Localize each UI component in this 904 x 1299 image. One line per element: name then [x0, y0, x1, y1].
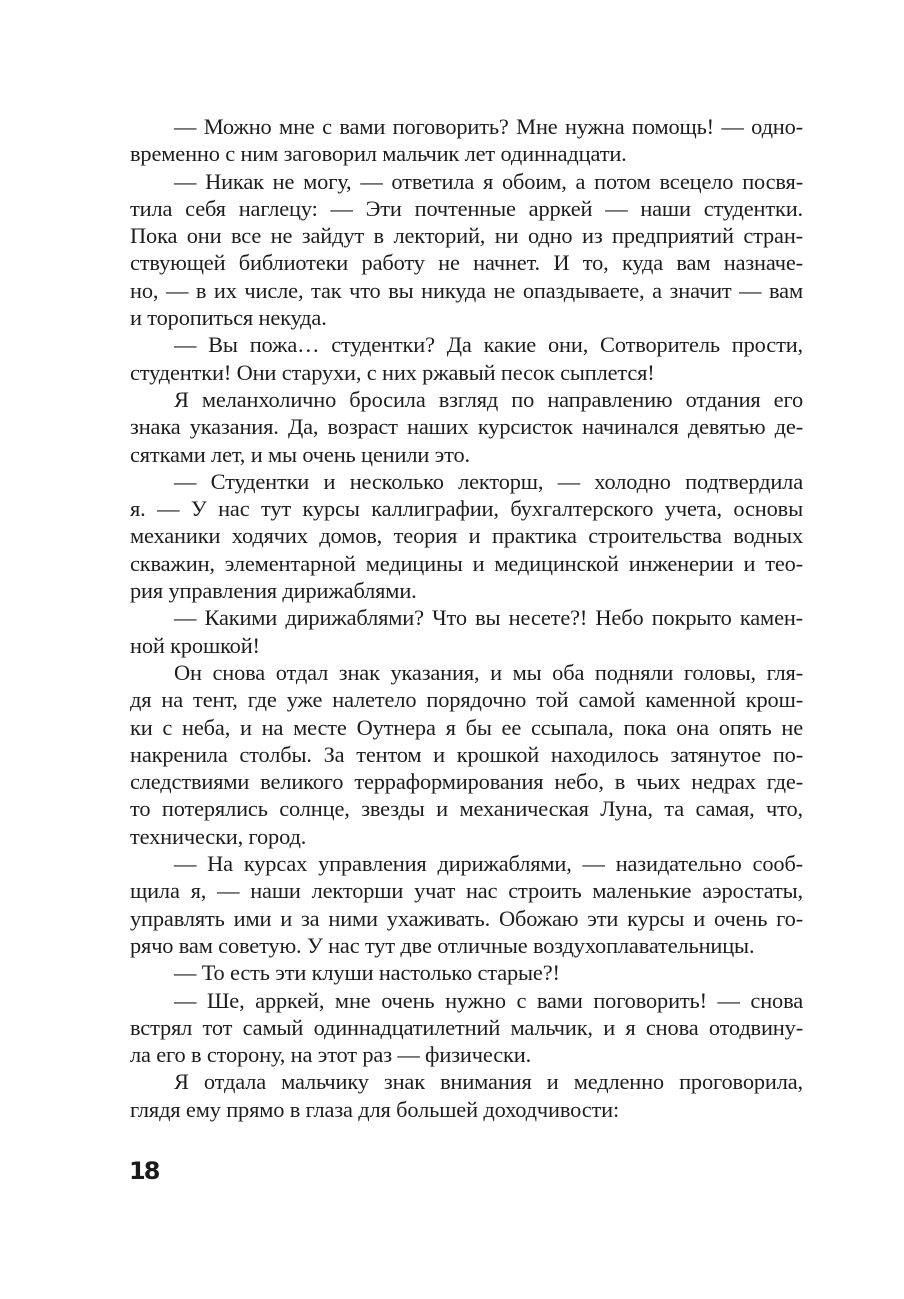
text-line: Пока они все не зайдут в лекторий, ни одно из предприятий стран-	[130, 223, 803, 249]
page-text	[130, 113, 803, 1123]
text-line: то потерялись солнце, звезды и механическая Луна, та самая, что,	[130, 796, 803, 822]
text-line: — Какими дирижаблями? Что вы несете?! Небо покрыто камен-	[174, 605, 803, 631]
text-line: следствиями великого терраформирования небо, в чьих недрах где-	[130, 769, 803, 795]
text-line: ки с неба, и на месте Оутнера я бы ее ссыпала, пока она опять не	[130, 714, 803, 740]
text-line: — На курсах управления дирижаблями, — назидательно сооб-	[174, 851, 803, 877]
text-line: — Никак не могу, — ответила я обоим, а потом всецело посвя-	[174, 168, 803, 194]
text-line: тила себя наглецу: — Эти почтенные арркей — наши студентки.	[130, 195, 803, 221]
text-line: — То есть эти клуши настолько старые?!	[174, 960, 560, 986]
text-line: знака указания. Да, возраст наших курсисток начинался девятью де-	[130, 414, 803, 440]
text-line: щила я, — наши лекторши учат нас строить маленькие аэростаты,	[130, 878, 803, 904]
text-line: я. — У нас тут курсы каллиграфии, бухгалтерского учета, основы	[130, 496, 803, 522]
text-line: и торопиться некуда.	[130, 305, 327, 331]
text-line: — Вы пожа… студентки? Да какие они, Сотворитель прости,	[174, 332, 803, 358]
text-line: — Ше, арркей, мне очень нужно с вами поговорить! — снова	[174, 987, 803, 1013]
text-line: механики ходячих домов, теория и практика строительства водных	[130, 523, 803, 549]
text-line: но, — в их числе, так что вы никуда не опаздываете, а значит — вам	[130, 277, 803, 303]
text-line: ствующей библиотеки работу не начнет. И то, куда вам назначе-	[130, 250, 803, 276]
text-line: Я отдала мальчику знак внимания и медленно проговорила,	[174, 1069, 803, 1095]
text-line: рячо вам советую. У нас тут две отличные воздухоплавательницы.	[130, 932, 755, 958]
text-line: рия управления дирижаблями.	[130, 578, 417, 604]
text-line: Он снова отдал знак указания, и мы оба подняли головы, гля-	[174, 659, 803, 685]
text-line: Я меланхолично бросила взгляд по направлению отдания его	[174, 386, 803, 412]
text-line: ной крошкой!	[130, 632, 260, 658]
text-line: — Студентки и несколько лекторш, — холодно подтвердила	[174, 468, 803, 494]
text-line: сятками лет, и мы очень ценили это.	[130, 441, 470, 467]
text-line: встрял тот самый одиннадцатилетний мальчик, и я снова отодвину-	[130, 1014, 803, 1040]
text-line: дя на тент, где уже налетело порядочно той самой каменной крош-	[130, 687, 803, 713]
text-line: накренила столбы. За тентом и крошкой находилось затянутое по-	[130, 741, 803, 767]
text-line: — Можно мне с вами поговорить? Мне нужна помощь! — одно-	[174, 114, 803, 139]
text-line: технически, город.	[130, 823, 307, 849]
text-line: ла его в сторону, на этот раз — физически.	[130, 1042, 532, 1068]
text-line: управлять ими и за ними ухаживать. Обожаю эти курсы и очень го-	[130, 905, 803, 931]
text-line: глядя ему прямо в глаза для большей доходчивости:	[130, 1096, 620, 1122]
text-line: скважин, элементарной медицины и медицинской инженерии и тео-	[130, 550, 803, 576]
text-line: студентки! Они старухи, с них ржавый песок сыплется!	[130, 359, 655, 385]
page-number: 18	[129, 1157, 159, 1185]
text-line: временно с ним заговорил мальчик лет одиннадцати.	[130, 141, 627, 167]
